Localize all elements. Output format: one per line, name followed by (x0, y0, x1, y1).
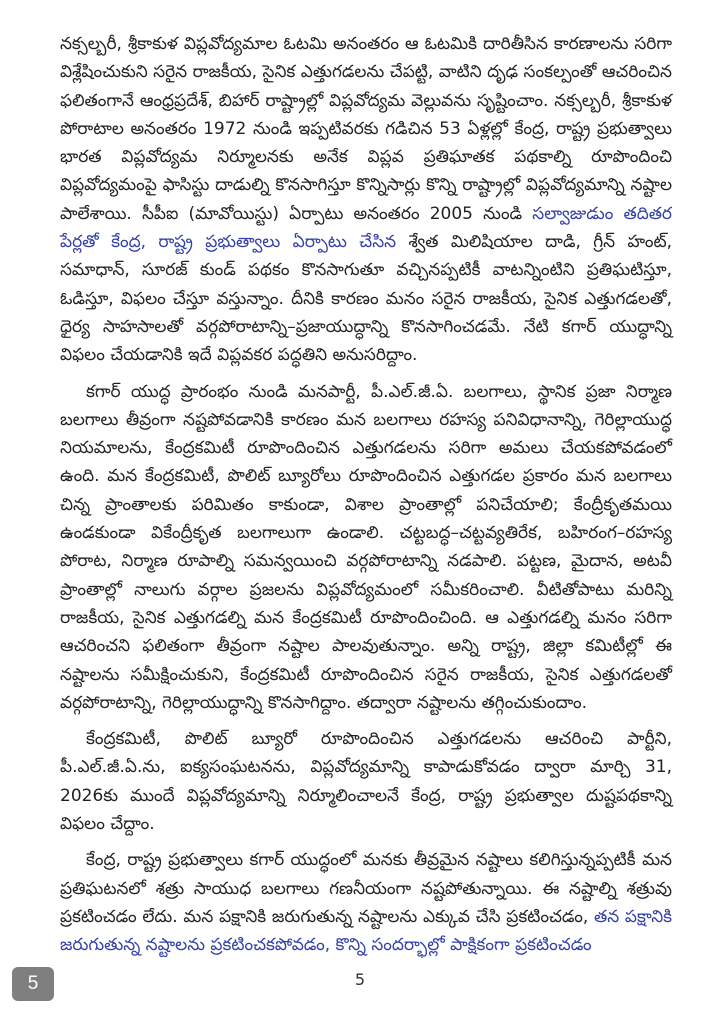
paragraph-1 (60, 30, 672, 370)
paragraph-2 (60, 378, 672, 718)
paragraph-4 (60, 846, 672, 959)
paragraph-2-text: కగార్ యుద్ధ ప్రారంభం నుండి మనపార్టీ, పీ.ఎల్.జీ.ఏ. బలగాలు, స్థానిక ప్రజా నిర్మాణ బలగాలు తీవ్రంగా నష్టపోవడానికి కారణం మన బలగాలు రహస్య పనివిధానాన్ని, గెరిల్లాయుద్ధ నియమాలను, కేంద్రకమిటీ రూపొందించిన ఎత్తుగడలను సరిగా అమలు చేయకపోవడంలో ఉంది. మన కేంద్రకమిటీ, పొలిట్ బ్యూరోలు రూపొందించిన ఎత్తుగడల ప్రకారం మన బలగాలు చిన్న ప్రాంతాలకు పరిమితం కాకుండా, విశాల ప్రాంతాల్లో పనిచేయాలి; కేంద్రీకృతమయి ఉండకుండా వికేంద్రీకృత బలగాలుగా ఉండాలి. చట్టబద్ధ–చట్టవ్యతిరేక, బహిరంగ–రహస్య పోరాట, నిర్మాణ రూపాల్ని సమన్వయించి వర్గపోరాటాన్ని నడపాలి. పట్టణ, మైదాన, అటవీ ప్రాంతాల్లో నాలుగు వర్గాల ప్రజలను విప్లవోద్యమంలో సమీకరించాలి. వీటితోపాటు మరిన్ని రాజకీయ, సైనిక ఎత్తుగడల్ని మన కేంద్రకమిటీ రూపొందించింది. ఆ ఎత్తుగడల్ని మనం సరిగా ఆచరించని ఫలితంగా తీవ్రంగా నష్టాల పాలవుతున్నాం. అన్ని రాష్ట్ర, జిల్లా కమిటీల్లో ఈ నష్టాలను సమీక్షించుకుని, కేంద్రకమిటీ రూపొందించిన సరైన రాజకీయ, సైనిక ఎత్తుగడలతో వర్గపోరాటాన్ని, గెరిల్లాయుద్ధాన్ని కొనసాగిద్దాం. తద్వారా నష్టాలను తగ్గించుకుందాం. (60, 381, 672, 713)
page-number: 5 (354, 970, 366, 989)
paragraph-1-text-a: నక్సల్బరీ, శ్రీకాకుళ విప్లవోద్యమాల ఓటమి అనంతరం ఆ ఓటమికి దారితీసిన కారణాలను సరిగా విశ్లేషించుకుని సరైన రాజకీయ, సైనిక ఎత్తుగడలను చేపట్టి, వాటిని దృఢ సంకల్పంతో ఆచరించిన ఫలితంగానే ఆంధ్రప్రదేశ్, బిహార్ రాష్ట్రాల్లో విప్లవోద్యమ వెల్లువను సృష్టించాం. నక్సల్బరీ, శ్రీకాకుళ పోరాటాల అనంతరం 1972 నుండి ఇప్పటివరకు గడిచిన 53 ఏళ్లల్లో కేంద్ర, రాష్ట్ర ప్రభుత్వాలు భారత విప్లవోద్యమ నిర్మూలనకు అనేక విప్లవ ప్రతిఘాతక పథకాల్ని రూపొందించి విప్లవోద్యమంపై ఫాసిస్టు దాడుల్ని కొనసాగిస్తూ కొన్నిసార్లు కొన్ని రాష్ట్రాల్లో విప్లవోద్యమాన్ని నష్టాల పాలేశాయి. సీపీఐ (మావోయిస్టు) ఏర్పాటు అనంతరం 2005 నుండి (60, 34, 672, 224)
paragraph-3 (60, 725, 672, 838)
paragraph-1-text-b: శ్వేత మిలిషియాల దాడి, గ్రీన్ హంట్, సమాధాన్, సూరజ్ కుండ్ పథకం కొనసాగుతూ వచ్చినప్పటికీ వాటన్నింటిని ప్రతిఘటిస్తూ, ఓడిస్తూ, విఫలం చేస్తూ వస్తున్నాం. దీనికి కారణం మనం సరైన రాజకీయ, సైనిక ఎత్తుగడలతో, ధైర్య సాహసాలతో వర్గపోరాటాన్ని–ప్రజాయుద్ధాన్ని కొనసాగించడమే. నేటి కగార్ యుద్ధాన్ని విఫలం చేయడానికి ఇదే విప్లవకర పద్ధతిని అనుసరిద్దాం. (60, 232, 672, 366)
document-body (60, 30, 672, 968)
paragraph-3-text: కేంద్రకమిటీ, పొలిట్ బ్యూరో రూపొందించిన ఎత్తుగడలను ఆచరించి పార్టీని, పీ.ఎల్.జీ.ఏ.ను, ఐక్యసంఘటనను, విప్లవోద్యమాన్ని కాపాడుకోవడం ద్వారా మార్చి 31, 2026కు ముందే విప్లవోద్యమాన్ని నిర్మూలించాలనే కేంద్ర, రాష్ట్ర ప్రభుత్వాల దుష్టపథకాన్ని విఫలం చేద్దాం. (60, 729, 672, 835)
page-indicator-badge[interactable]: 5 (12, 967, 54, 1001)
paragraph-4-highlight: తన పక్షానికి జరుగుతున్న నష్టాలను ప్రకటించకపోవడం, కొన్ని సందర్భాల్లో పాక్షికంగా ప్రకటించడం (60, 906, 672, 956)
paragraph-1-highlight: సల్వాజుడుం తదితర పేర్లతో కేంద్ర, రాష్ట్ర ప్రభుత్వాలు ఏర్పాటు చేసిన (60, 203, 673, 253)
paragraph-4-text: కేంద్ర, రాష్ట్ర ప్రభుత్వాలు కగార్ యుద్ధంలో మనకు తీవ్రమైన నష్టాలు కలిగిస్తున్నప్పటికీ మన ప్రతిఘటనలో శత్రు సాయుధ బలగాలు గణనీయంగా నష్టపోతున్నాయి. ఈ నష్టాల్ని శత్రువు ప్రకటించడం లేదు. మన పక్షానికి జరుగుతున్న నష్టాలను ఎక్కువ చేసి ప్రకటించడం, (60, 850, 672, 927)
